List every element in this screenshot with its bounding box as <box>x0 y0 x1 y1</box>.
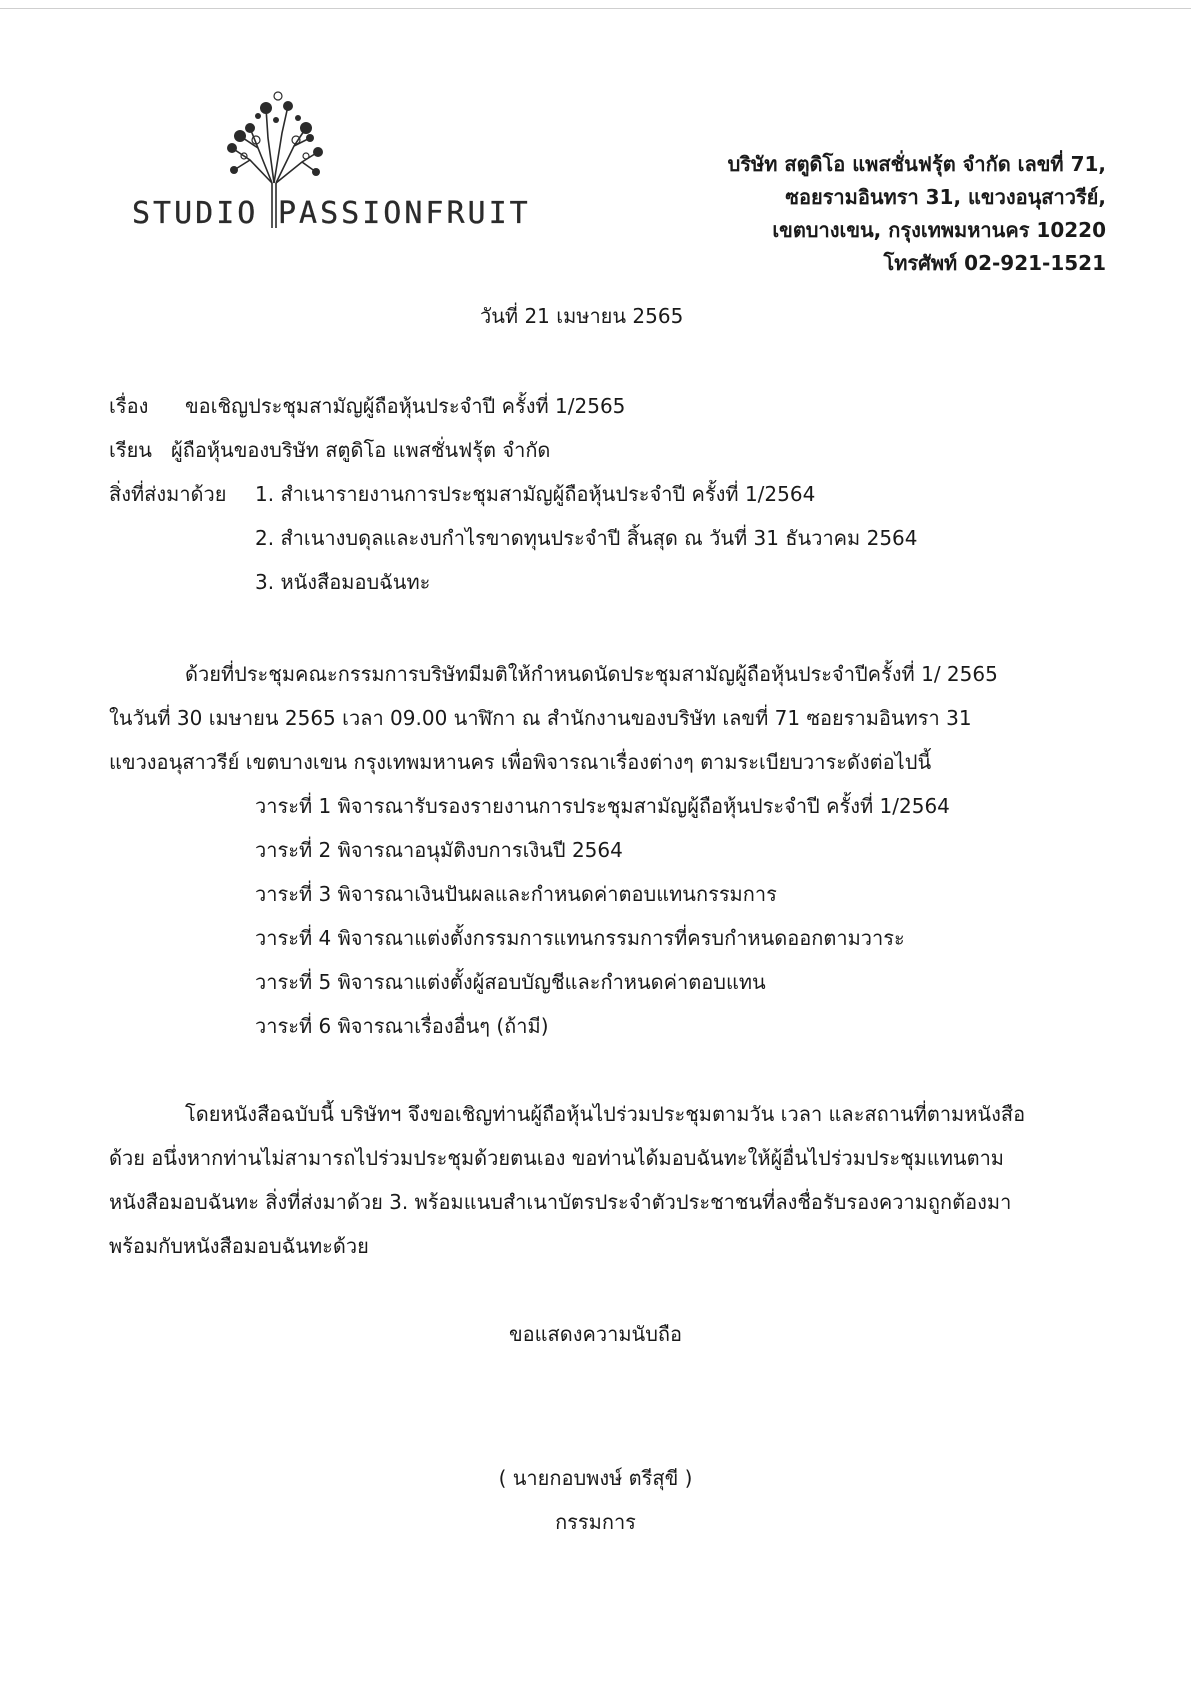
paragraph1-line: ในวันที่ 30 เมษายน 2565 เวลา 09.00 นาฬิกา ณ สำนักงานของบริษัท เลขที่ 71 ซอยรามอินทรา 31 <box>109 706 972 730</box>
scan-edge-line <box>0 8 1191 9</box>
logo-word-studio: STUDIO <box>132 196 259 231</box>
paragraph2-line: ด้วย อนึ่งหากท่านไม่สามารถไปร่วมประชุมด้วยตนเอง ขอท่านได้มอบฉันทะให้ผู้อื่นไปร่วมประชุมแทนตาม <box>109 1146 1004 1170</box>
paragraph2-line: หนังสือมอบฉันทะ สิ่งที่ส่งมาด้วย 3. พร้อมแนบสำเนาบัตรประจำตัวประชาชนที่ลงชื่อรับรองความถูกต้องมา <box>109 1190 1012 1214</box>
logo-word-passionfruit: PASSIONFRUIT <box>278 196 531 231</box>
signatory-name: ( นายกอบพงษ์ ตรีสุขี ) <box>498 1466 693 1490</box>
enclosure-item: 2. สำเนางบดุลและงบกำไรขาดทุนประจำปี สิ้นสุด ณ วันที่ 31 ธันวาคม 2564 <box>255 526 918 550</box>
enclosure-item: 1. สำเนารายงานการประชุมสามัญผู้ถือหุ้นประจำปี ครั้งที่ 1/2564 <box>255 482 816 506</box>
recipient-text: ผู้ถือหุ้นของบริษัท สตูดิโอ แพสชั่นฟรุ้ต จำกัด <box>171 438 551 462</box>
agenda-item: วาระที่ 4 พิจารณาแต่งตั้งกรรมการแทนกรรมการที่ครบกำหนดออกตามวาระ <box>255 926 905 950</box>
letter-date: วันที่ 21 เมษายน 2565 <box>480 304 684 328</box>
agenda-item: วาระที่ 5 พิจารณาแต่งตั้งผู้สอบบัญชีและกำหนดค่าตอบแทน <box>255 970 766 994</box>
subject-row <box>109 390 625 422</box>
recipient-row <box>109 434 550 466</box>
enclosures-row <box>109 478 815 510</box>
paragraph2-line: พร้อมกับหนังสือมอบฉันทะด้วย <box>109 1234 369 1258</box>
agenda-item: วาระที่ 3 พิจารณาเงินปันผลและกำหนดค่าตอบแทนกรรมการ <box>255 882 777 906</box>
enclosure-item: 3. หนังสือมอบฉันทะ <box>255 570 431 594</box>
paragraph1-line: ด้วยที่ประชุมคณะกรรมการบริษัทมีมติให้กำหนดนัดประชุมสามัญผู้ถือหุ้นประจำปีครั้งที่ 1/ 2565 <box>185 662 998 686</box>
company-district-line: เขตบางเขน, กรุงเทพมหานคร 10220 <box>772 218 1106 242</box>
agenda-item: วาระที่ 6 พิจารณาเรื่องอื่นๆ (ถ้ามี) <box>255 1014 549 1038</box>
company-address-block <box>728 148 1106 280</box>
company-logo <box>118 88 531 238</box>
enclosures-label: สิ่งที่ส่งมาด้วย <box>109 482 227 506</box>
recipient-label: เรียน <box>109 438 152 462</box>
agenda-item: วาระที่ 1 พิจารณารับรองรายงานการประชุมสามัญผู้ถือหุ้นประจำปี ครั้งที่ 1/2564 <box>255 794 950 818</box>
company-phone-line: โทรศัพท์ 02-921-1521 <box>883 251 1106 275</box>
paragraph1-line: แขวงอนุสาวรีย์ เขตบางเขน กรุงเทพมหานคร เพื่อพิจารณาเรื่องต่างๆ ตามระเบียบวาระดังต่อไปนี้ <box>109 750 932 774</box>
closing-text: ขอแสดงความนับถือ <box>508 1322 683 1346</box>
subject-text: ขอเชิญประชุมสามัญผู้ถือหุ้นประจำปี ครั้งที่ 1/2565 <box>185 394 626 418</box>
paragraph2-line: โดยหนังสือฉบับนี้ บริษัทฯ จึงขอเชิญท่านผู้ถือหุ้นไปร่วมประชุมตามวัน เวลา และสถานที่ตามหนังสือ <box>185 1102 1026 1126</box>
subject-label: เรื่อง <box>109 394 149 418</box>
company-address-line: ซอยรามอินทรา 31, แขวงอนุสาวรีย์, <box>785 185 1106 209</box>
signatory-title: กรรมการ <box>555 1510 636 1534</box>
agenda-item: วาระที่ 2 พิจารณาอนุมัติงบการเงินปี 2564 <box>255 838 623 862</box>
company-name-line: บริษัท สตูดิโอ แพสชั่นฟรุ้ต จำกัด เลขที่ 71, <box>727 152 1106 176</box>
